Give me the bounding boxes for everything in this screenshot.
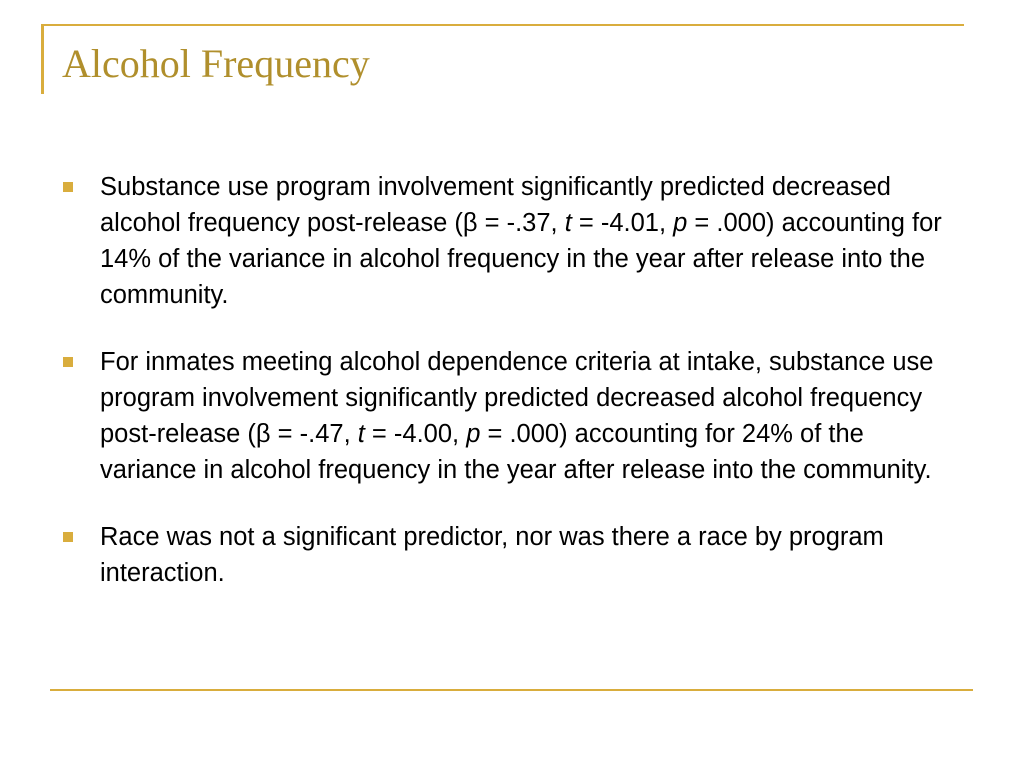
bullet-text-start: For inmates meeting alcohol dependence criteria at intake, substance use program involvement significantly predicted decreased alcohol frequency post-release (β = -.47, — [100, 348, 934, 448]
square-bullet-icon — [63, 357, 73, 367]
slide-title: Alcohol Frequency — [62, 41, 370, 86]
bullet-text: Race was not a significant predictor, nor was there a race by program interaction. — [100, 523, 884, 587]
p-value-symbol: p — [466, 420, 481, 448]
p-value-symbol: p — [673, 209, 688, 237]
square-bullet-icon — [63, 182, 73, 192]
bullet-item-dependence-effect — [63, 344, 950, 488]
t-statistic-value: = -4.01, — [571, 209, 674, 237]
t-statistic-symbol: t — [357, 420, 365, 448]
t-statistic-symbol: t — [564, 209, 572, 237]
bullet-item-race — [63, 519, 950, 591]
bullet-list — [63, 169, 983, 591]
title-frame-top-line — [41, 24, 964, 26]
title-frame-left-line — [41, 24, 44, 94]
t-statistic-value: = -4.00, — [364, 420, 467, 448]
bullet-text-start: Substance use program involvement significantly predicted decreased alcohol frequency post-release (β = -.37, — [100, 173, 891, 237]
bottom-divider-line — [50, 689, 973, 691]
bullet-text-end: = .000) accounting for 24% of the variance in alcohol frequency in the year after release into the community. — [100, 420, 932, 484]
bullet-text-end: = .000) accounting for 14% of the variance in alcohol frequency in the year after release into the community. — [100, 209, 942, 309]
square-bullet-icon — [63, 532, 73, 542]
bullet-item-program-effect — [63, 169, 950, 313]
